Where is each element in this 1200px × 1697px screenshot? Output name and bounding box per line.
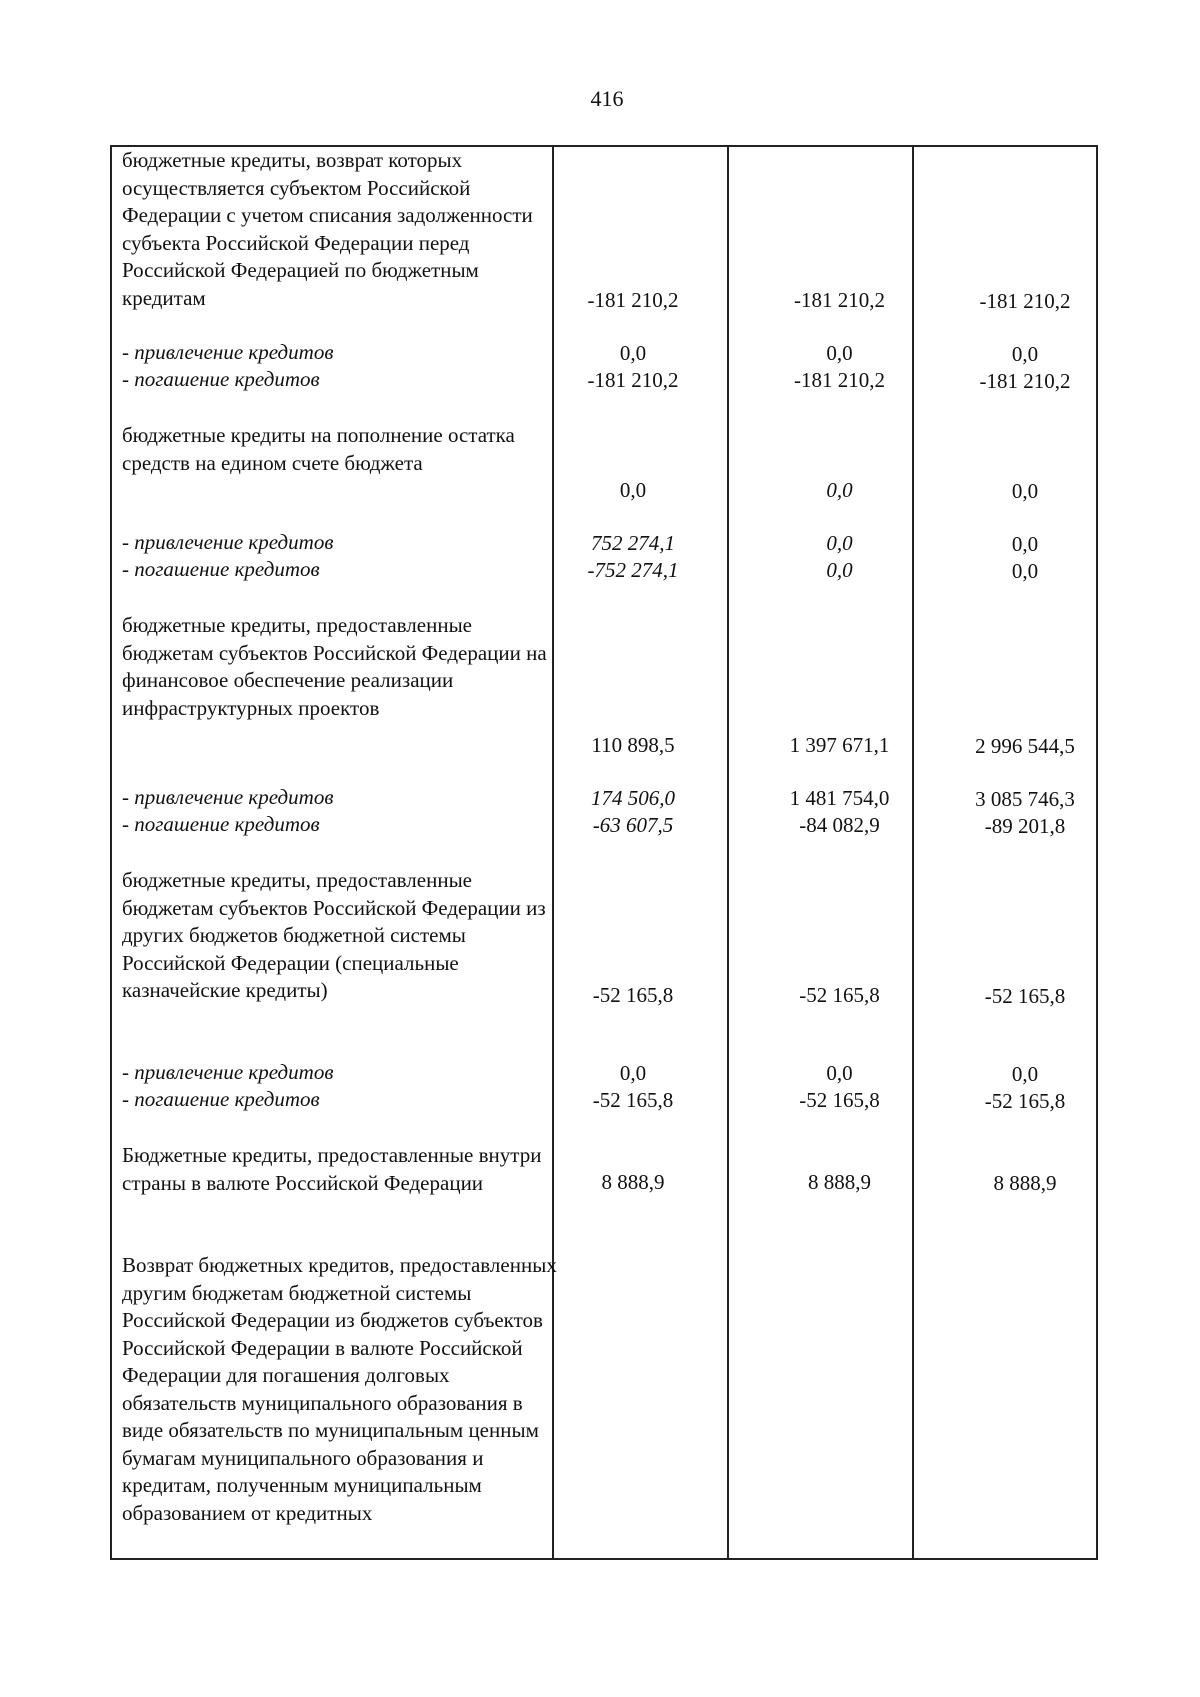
sub-label-attraction: - привлечение кредитов <box>122 785 334 809</box>
value-cell: -52 165,8 <box>799 1088 880 1112</box>
value-cell: 8 888,9 <box>808 1170 871 1194</box>
value-cell: -89 201,8 <box>984 814 1066 838</box>
value-cell: -63 607,5 <box>592 813 674 837</box>
sub-label-attraction: - привлечение кредитов <box>122 1060 334 1084</box>
value-cell: 0,0 <box>619 1061 647 1085</box>
value-cell: -52 165,8 <box>592 1088 674 1112</box>
page-number: 416 <box>590 86 624 111</box>
section-replenishment-description: бюджетные кредиты на пополнение остатка средств на едином счете бюджета <box>122 423 515 475</box>
section-infrastructure-description: бюджетные кредиты, предоставленные бюджетам субъектов Российской Федерации на финансовое обеспечение реализации инфраструктурных проектов <box>122 613 547 720</box>
section-domestic-description: Бюджетные кредиты, предоставленные внутри страны в валюте Российской Федерации <box>122 1143 542 1195</box>
section-return-description: Возврат бюджетных кредитов, предоставленных другим бюджетам бюджетной системы Российской Федерации из бюджетов субъектов Российской Федерации в валюте Российской Федерации для погашения долговых обязательств муниципального образования в виде обязательств по муниципальным ценным бумагам муниципального образования и кредитам, полученным муниципальным образованием от кредитных <box>122 1253 557 1525</box>
budget-credits-table <box>110 145 1098 1560</box>
column-divider-2 <box>727 147 729 1558</box>
value-cell: 1 481 754,0 <box>789 786 890 810</box>
section-treasury-description: бюджетные кредиты, предоставленные бюджетам субъектов Российской Федерации из других бюджетов бюджетной системы Российской Федерации (специальные казначейские кредиты) <box>122 868 546 1002</box>
value-cell: 752 274,1 <box>591 531 675 555</box>
value-cell: -52 165,8 <box>799 983 880 1007</box>
sub-label-repayment: - погашение кредитов <box>122 367 320 391</box>
value-cell: -181 210,2 <box>587 288 679 312</box>
value-cell: -181 210,2 <box>979 369 1071 393</box>
value-cell: 3 085 746,3 <box>975 787 1075 811</box>
value-cell: -181 210,2 <box>794 288 885 312</box>
value-cell: 110 898,5 <box>591 733 675 757</box>
value-cell: 0,0 <box>1011 559 1039 583</box>
sub-label-attraction: - привлечение кредитов <box>122 340 334 364</box>
value-cell: -752 274,1 <box>587 558 679 582</box>
section-write-off-description: бюджетные кредиты, возврат которых осуществляется субъектом Российской Федерации с учетом списания задолженности субъекта Российской Федерации перед Российской Федерацией по бюджетным кредитам <box>122 148 533 310</box>
value-cell: 0,0 <box>826 478 853 502</box>
sub-label-repayment: - погашение кредитов <box>122 812 320 836</box>
value-cell: 8 888,9 <box>993 1171 1057 1195</box>
value-cell: -52 165,8 <box>984 984 1066 1008</box>
sub-label-attraction: - привлечение кредитов <box>122 530 334 554</box>
value-cell: -181 210,2 <box>794 368 885 392</box>
value-cell: 0,0 <box>1011 342 1039 366</box>
value-cell: -52 165,8 <box>592 983 674 1007</box>
value-cell: 0,0 <box>826 1061 853 1085</box>
sub-label-repayment: - погашение кредитов <box>122 557 320 581</box>
value-cell: 0,0 <box>1011 1062 1039 1086</box>
value-cell: 0,0 <box>1011 532 1039 556</box>
value-cell: 0,0 <box>619 478 647 502</box>
value-cell: 0,0 <box>826 558 853 582</box>
value-cell: 2 996 544,5 <box>975 734 1075 758</box>
value-cell: 0,0 <box>826 341 853 365</box>
value-cell: -52 165,8 <box>984 1089 1066 1113</box>
value-cell: 0,0 <box>619 341 647 365</box>
sub-label-repayment: - погашение кредитов <box>122 1087 320 1111</box>
value-cell: 174 506,0 <box>591 786 675 810</box>
value-cell: 0,0 <box>1011 479 1039 503</box>
value-cell: 8 888,9 <box>601 1170 665 1194</box>
value-cell: 0,0 <box>826 531 853 555</box>
value-cell: -181 210,2 <box>587 368 679 392</box>
value-cell: 1 397 671,1 <box>789 733 890 757</box>
value-cell: -84 082,9 <box>799 813 880 837</box>
value-cell: -181 210,2 <box>979 289 1071 313</box>
